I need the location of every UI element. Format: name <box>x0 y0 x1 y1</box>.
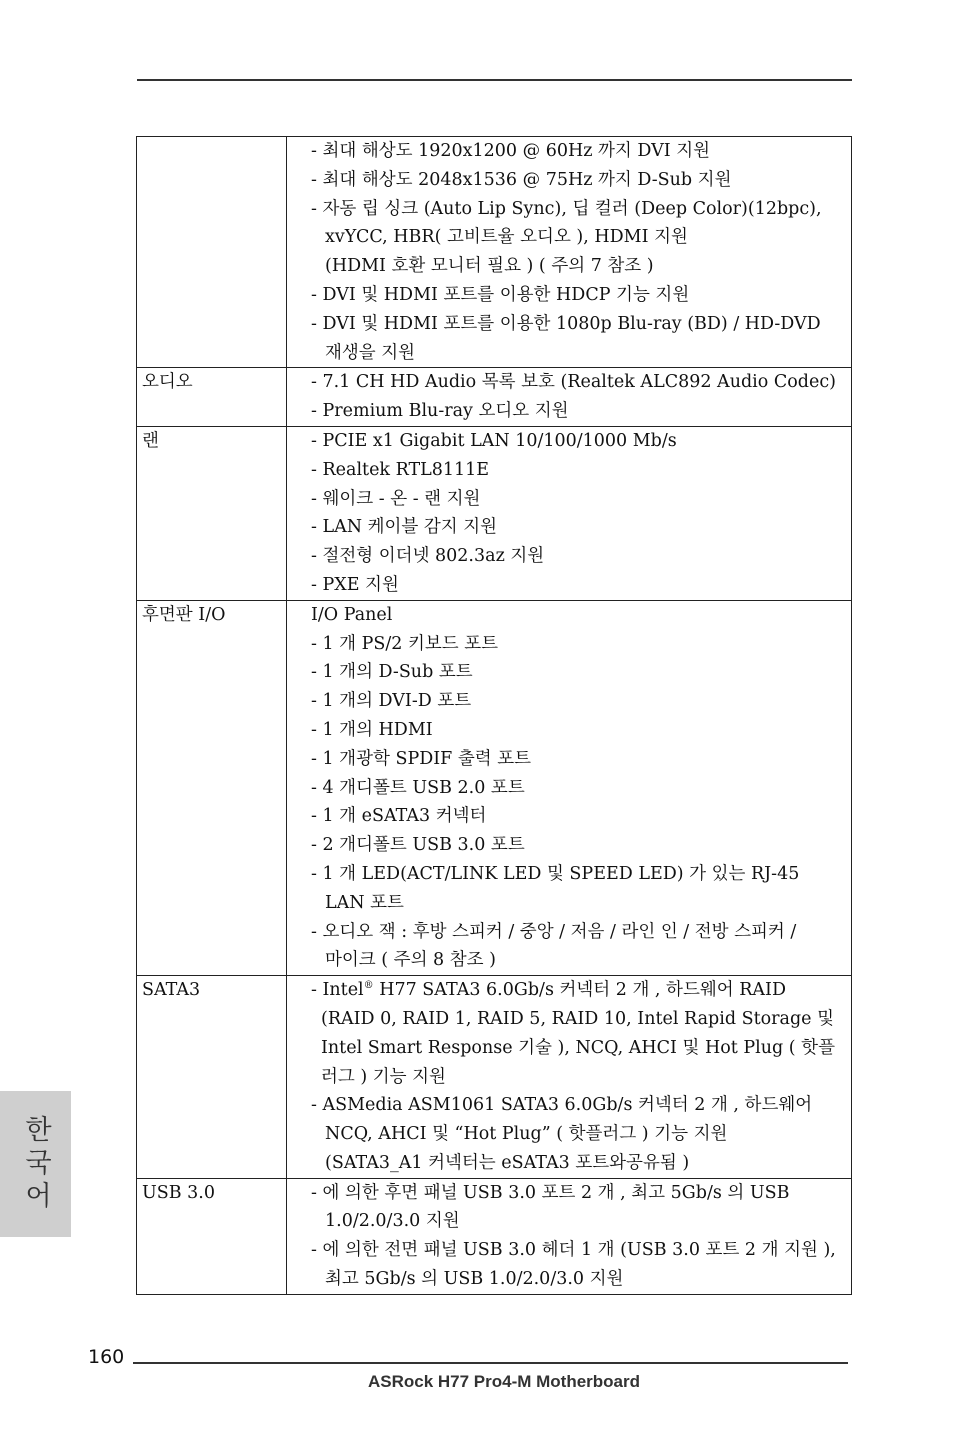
spec-line: - 1 개 PS/2 키보드 포트 <box>311 633 499 654</box>
spec-line: NCQ, AHCI 및 “Hot Plug” ( 핫플러그 ) 기능 지원 <box>325 1124 728 1145</box>
table-row <box>137 137 852 368</box>
row-value <box>287 600 852 975</box>
spec-line: - 1 개의 HDMI <box>311 719 433 740</box>
row-value <box>287 976 852 1179</box>
row-value <box>287 426 852 600</box>
row-label: 랜 <box>137 426 287 600</box>
spec-line: - Realtek RTL8111E <box>311 459 490 480</box>
spec-line: (SATA3_A1 커넥터는 eSATA3 포트와공유됨 ) <box>325 1152 690 1173</box>
spec-line: 1.0/2.0/3.0 지원 <box>325 1211 460 1232</box>
spec-line: xvYCC, HBR( 고비트율 오디오 ), HDMI 지원 <box>325 227 688 248</box>
spec-line: 러그 ) 기능 지원 <box>321 1066 446 1087</box>
bottom-rule <box>133 1362 848 1364</box>
spec-line-rest: H77 SATA3 6.0Gb/s 커넥터 2 개 , 하드웨어 RAID <box>373 980 786 1001</box>
table-row <box>137 426 852 600</box>
spec-line: 마이크 ( 주의 8 참조 ) <box>325 950 496 971</box>
spec-line: - DVI 및 HDMI 포트를 이용한 HDCP 기능 지원 <box>311 284 690 305</box>
spec-line: 최고 5Gb/s 의 USB 1.0/2.0/3.0 지원 <box>325 1269 624 1290</box>
spec-line: Intel Smart Response 기술 ), NCQ, AHCI 및 Hot Plug ( 핫플 <box>321 1037 835 1058</box>
spec-table <box>136 136 852 1295</box>
spec-line: - Premium Blu-ray 오디오 지원 <box>311 401 569 422</box>
spec-line: I/O Panel <box>311 604 393 625</box>
spec-line: - ASMedia ASM1061 SATA3 6.0Gb/s 커넥터 2 개 , 하드웨어 <box>311 1095 813 1116</box>
spec-line: - 최대 해상도 2048x1536 @ 75Hz 까지 D-Sub 지원 <box>311 169 732 190</box>
spec-line: (RAID 0, RAID 1, RAID 5, RAID 10, Intel Rapid Storage 및 <box>321 1008 834 1029</box>
table-row <box>137 600 852 975</box>
row-label: USB 3.0 <box>137 1178 287 1294</box>
spec-line: - PCIE x1 Gigabit LAN 10/100/1000 Mb/s <box>311 430 677 451</box>
row-label: SATA3 <box>137 976 287 1179</box>
spec-line: - DVI 및 HDMI 포트를 이용한 1080p Blu-ray (BD) / HD-DVD <box>311 313 821 334</box>
spec-line: - 자동 립 싱크 (Auto Lip Sync), 딥 컬러 (Deep Color)(12bpc), <box>311 198 822 219</box>
row-label: 오디오 <box>137 368 287 427</box>
spec-line: LAN 포트 <box>325 892 404 913</box>
spec-line: - 1 개의 D-Sub 포트 <box>311 662 473 683</box>
page-number: 160 <box>88 1346 125 1368</box>
row-label <box>137 137 287 368</box>
table-row <box>137 976 852 1179</box>
spec-line <box>311 976 849 1005</box>
spec-line: - 웨이크 - 온 - 랜 지원 <box>311 488 481 509</box>
registered-mark: ® <box>363 980 374 992</box>
table-row <box>137 1178 852 1294</box>
spec-line: - 1 개 LED(ACT/LINK LED 및 SPEED LED) 가 있는 RJ-45 <box>311 863 800 884</box>
spec-line: - 1 개광학 SPDIF 출력 포트 <box>311 748 532 769</box>
spec-line: - 1 개의 DVI-D 포트 <box>311 691 472 712</box>
spec-line: - 오디오 잭 : 후방 스피커 / 중앙 / 저음 / 라인 인 / 전방 스피커 / <box>311 921 797 942</box>
spec-line: 재생을 지원 <box>325 342 416 363</box>
spec-line: - 절전형 이더넷 802.3az 지원 <box>311 546 545 567</box>
spec-line: - PXE 지원 <box>311 574 399 595</box>
footer-title: ASRock H77 Pro4-M Motherboard <box>367 1372 641 1391</box>
spec-line-start: - Intel <box>311 980 364 1001</box>
top-rule <box>137 79 852 81</box>
spec-line: - 1 개 eSATA3 커넥터 <box>311 806 487 827</box>
row-value <box>287 137 852 368</box>
spec-line: (HDMI 호환 모니터 필요 ) ( 주의 7 참조 ) <box>325 256 654 277</box>
spec-line: - 4 개디폴트 USB 2.0 포트 <box>311 777 525 798</box>
row-value <box>287 368 852 427</box>
row-label: 후면판 I/O <box>137 600 287 975</box>
spec-line: - 최대 해상도 1920x1200 @ 60Hz 까지 DVI 지원 <box>311 141 711 161</box>
spec-line: - 에 의한 후면 패널 USB 3.0 포트 2 개 , 최고 5Gb/s 의 USB <box>311 1182 790 1203</box>
language-label: 한국어 <box>20 1114 51 1214</box>
language-side-tab <box>0 1091 71 1237</box>
spec-line: - 에 의한 전면 패널 USB 3.0 헤더 1 개 (USB 3.0 포트 2 개 지원 ), <box>311 1240 836 1261</box>
spec-line: - LAN 케이블 감지 지원 <box>311 517 498 538</box>
table-row <box>137 368 852 427</box>
spec-line: - 7.1 CH HD Audio 목록 보호 (Realtek ALC892 Audio Codec) <box>311 372 836 393</box>
row-value <box>287 1178 852 1294</box>
spec-line: - 2 개디폴트 USB 3.0 포트 <box>311 835 525 856</box>
